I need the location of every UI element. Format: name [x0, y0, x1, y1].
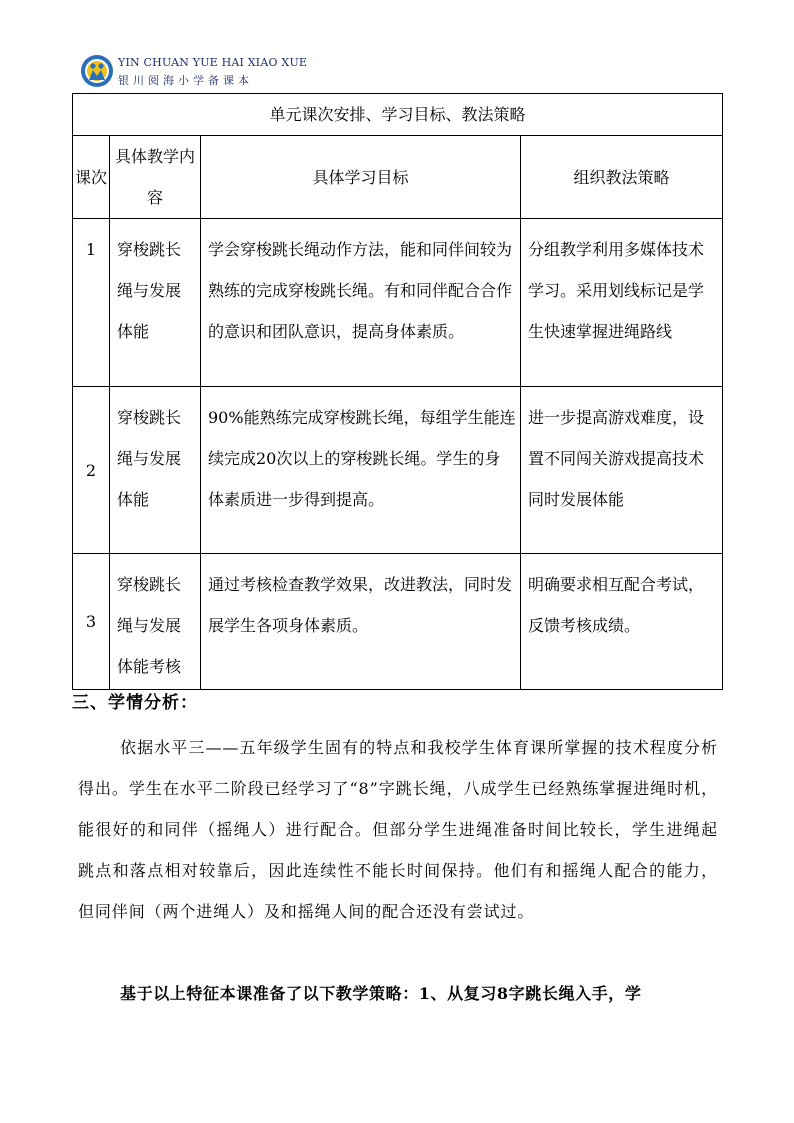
- table-title: 单元课次安排、学习目标、教法策略: [73, 94, 723, 136]
- unit-plan-table: [72, 93, 723, 690]
- school-logo-icon: [80, 54, 114, 88]
- lesson-strategy: 进一步提高游戏难度，设置不同闯关游戏提高技术同时发展体能: [521, 387, 723, 554]
- school-name-chinese: 银川阅海小学备课本: [118, 74, 253, 87]
- school-name-english: YIN CHUAN YUE HAI XIAO XUE: [118, 56, 308, 69]
- lesson-content: 穿梭跳长绳与发展体能考核: [110, 554, 201, 690]
- table-header-row: [73, 136, 723, 219]
- page-header: [80, 52, 724, 92]
- lesson-number: 2: [73, 387, 110, 554]
- strategy-paragraph: 基于以上特征本课准备了以下教学策略：1、从复习8字跳长绳入手，学: [120, 984, 642, 1003]
- lesson-strategy: 明确要求相互配合考试，反馈考核成绩。: [521, 554, 723, 690]
- body-paragraph: 依据水平三——五年级学生固有的特点和我校学生体育课所掌握的技术程度分析得出。学生在水平二阶段已经学习了“8”字跳长绳，八成学生已经熟练掌握进绳时机，能很好的和同伴（摇绳人）进行配合。但部分学生进绳准备时间比较长，学生进绳起跳点和落点相对较靠后，因此连续性不能长时间保持。他们有和摇绳人配合的能力，但同伴间（两个进绳人）及和摇绳人间的配合还没有尝试过。: [78, 738, 718, 921]
- table-row: [73, 554, 723, 690]
- lesson-goal: 学会穿梭跳长绳动作方法，能和同伴间较为熟练的完成穿梭跳长绳。有和同伴配合合作的意识和团队意识，提高身体素质。: [201, 219, 521, 387]
- lesson-strategy: 分组教学利用多媒体技术学习。采用划线标记是学生快速掌握进绳路线: [521, 219, 723, 387]
- lesson-goal: 90%能熟练完成穿梭跳长绳，每组学生能连续完成20次以上的穿梭跳长绳。学生的身体素质进一步得到提高。: [201, 387, 521, 554]
- header-goal: 具体学习目标: [201, 136, 521, 219]
- lesson-number: 1: [73, 219, 110, 387]
- lesson-content: 穿梭跳长绳与发展体能: [110, 387, 201, 554]
- header-lesson: 课次: [73, 136, 110, 219]
- header-strategy: 组织教法策略: [521, 136, 723, 219]
- section-heading: 三、学情分析：: [72, 693, 198, 713]
- lesson-goal: 通过考核检查教学效果，改进教法，同时发展学生各项身体素质。: [201, 554, 521, 690]
- table-title-row: [73, 94, 723, 136]
- table-row: [73, 387, 723, 554]
- table-row: [73, 219, 723, 387]
- header-content: 具体教学内容: [110, 136, 201, 219]
- lesson-content: 穿梭跳长绳与发展体能: [110, 219, 201, 387]
- lesson-number: 3: [73, 554, 110, 690]
